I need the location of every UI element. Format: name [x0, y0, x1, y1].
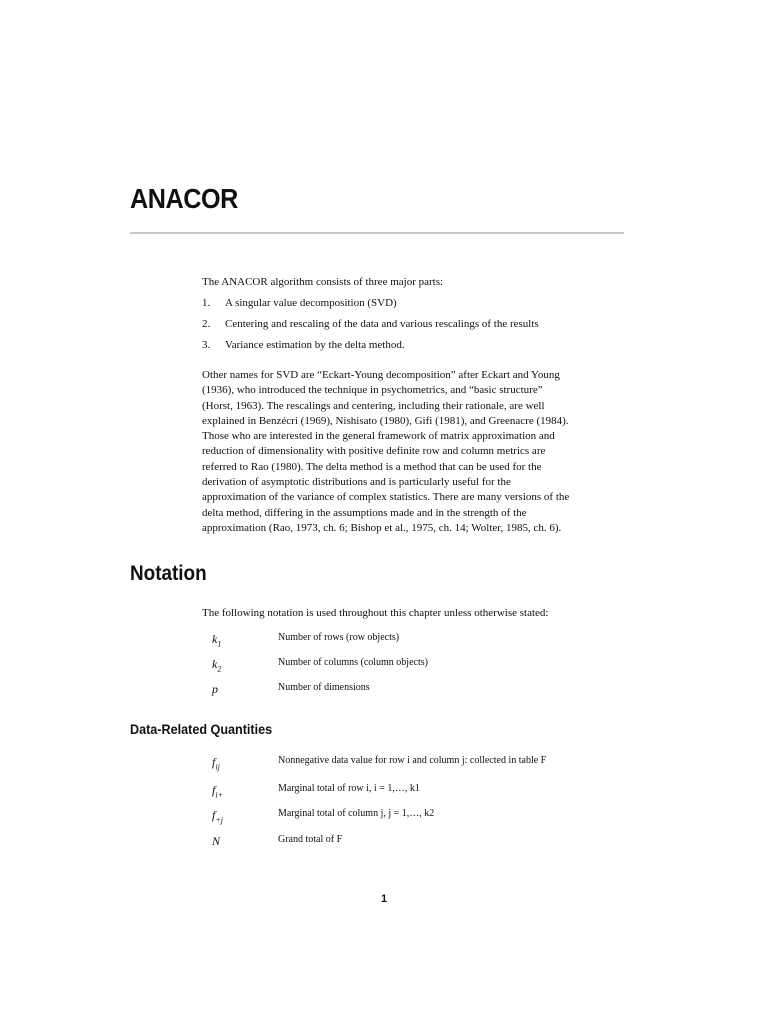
- notation-description: Marginal total of row i, i = 1,…, k1: [278, 783, 420, 794]
- notation-description: Grand total of F: [278, 834, 343, 845]
- notation-symbol: N: [212, 834, 221, 848]
- notation-description: Marginal total of column j, j = 1,…, k2: [278, 808, 435, 819]
- notation-symbol: $f_{i+}$: [212, 783, 223, 800]
- list-number: 1.: [202, 297, 211, 309]
- paragraph-line: referred to Rao (1980). The delta method is a method that can be used for the: [202, 460, 542, 473]
- paragraph-line: derivation of asymptotic distributions and is particularly useful for the: [202, 476, 511, 489]
- list-number: 2.: [202, 318, 211, 330]
- notation-heading: Notation: [130, 562, 207, 585]
- paragraph-line: delta method, differing in the assumptions made and in the strength of the: [202, 506, 527, 519]
- intro-text: The ANACOR algorithm consists of three major parts:: [202, 276, 444, 288]
- notation-symbol: $k_1$: [212, 632, 222, 649]
- notation-description: Number of rows (row objects): [278, 632, 400, 643]
- list-item: [202, 338, 539, 359]
- parts-list: [202, 296, 539, 359]
- page-number: 1: [380, 893, 388, 905]
- chapter-title: ANACOR: [130, 183, 238, 214]
- list-text: A singular value decomposition (SVD): [225, 297, 397, 309]
- notation-symbol: $f_{+j}$: [212, 808, 223, 825]
- list-item: [202, 317, 539, 338]
- overview-paragraph: [202, 368, 623, 536]
- notation-symbol: $f_{ij}$: [212, 755, 220, 772]
- notation-symbol: p: [212, 682, 218, 696]
- notation-symbol: $k_2$: [212, 657, 222, 674]
- list-number: 3.: [202, 339, 211, 351]
- list-text: Centering and rescaling of the data and various rescalings of the results: [225, 318, 539, 330]
- paragraph-line: (1936), who introduced the technique in psychometrics, and “basic structure”: [202, 384, 543, 397]
- paragraph-line: approximation (Rao, 1973, ch. 6; Bishop et al., 1975, ch. 14; Wolter, 1985, ch. 6).: [202, 521, 562, 534]
- paragraph-line: Those who are interested in the general framework of matrix approximation and: [202, 430, 555, 443]
- notation-intro: The following notation is used throughout this chapter unless otherwise stated:: [202, 607, 549, 619]
- paragraph-line: explained in Benzécri (1969), Nishisato (1980), Gifi (1981), and Greenacre (1984).: [202, 414, 569, 427]
- notation-description: Nonnegative data value for row i and column j: collected in table F: [278, 755, 547, 766]
- list-text: Variance estimation by the delta method.: [225, 339, 405, 351]
- data-related-heading: Data-Related Quantities: [130, 721, 273, 737]
- notation-description: Number of columns (column objects): [278, 657, 428, 668]
- paragraph-line: reduction of dimensionality with positive definite row and column metrics are: [202, 445, 546, 458]
- title-divider: [130, 232, 624, 234]
- paragraph-line: (Horst, 1963). The rescalings and centering, including their rationale, are well: [202, 399, 545, 412]
- notation-description: Number of dimensions: [278, 682, 370, 693]
- list-item: [202, 296, 539, 317]
- paragraph-line: Other names for SVD are “Eckart-Young decomposition” after Eckart and Young: [202, 369, 560, 381]
- paragraph-line: approximation of the variance of complex statistics. There are many versions of the: [202, 491, 570, 504]
